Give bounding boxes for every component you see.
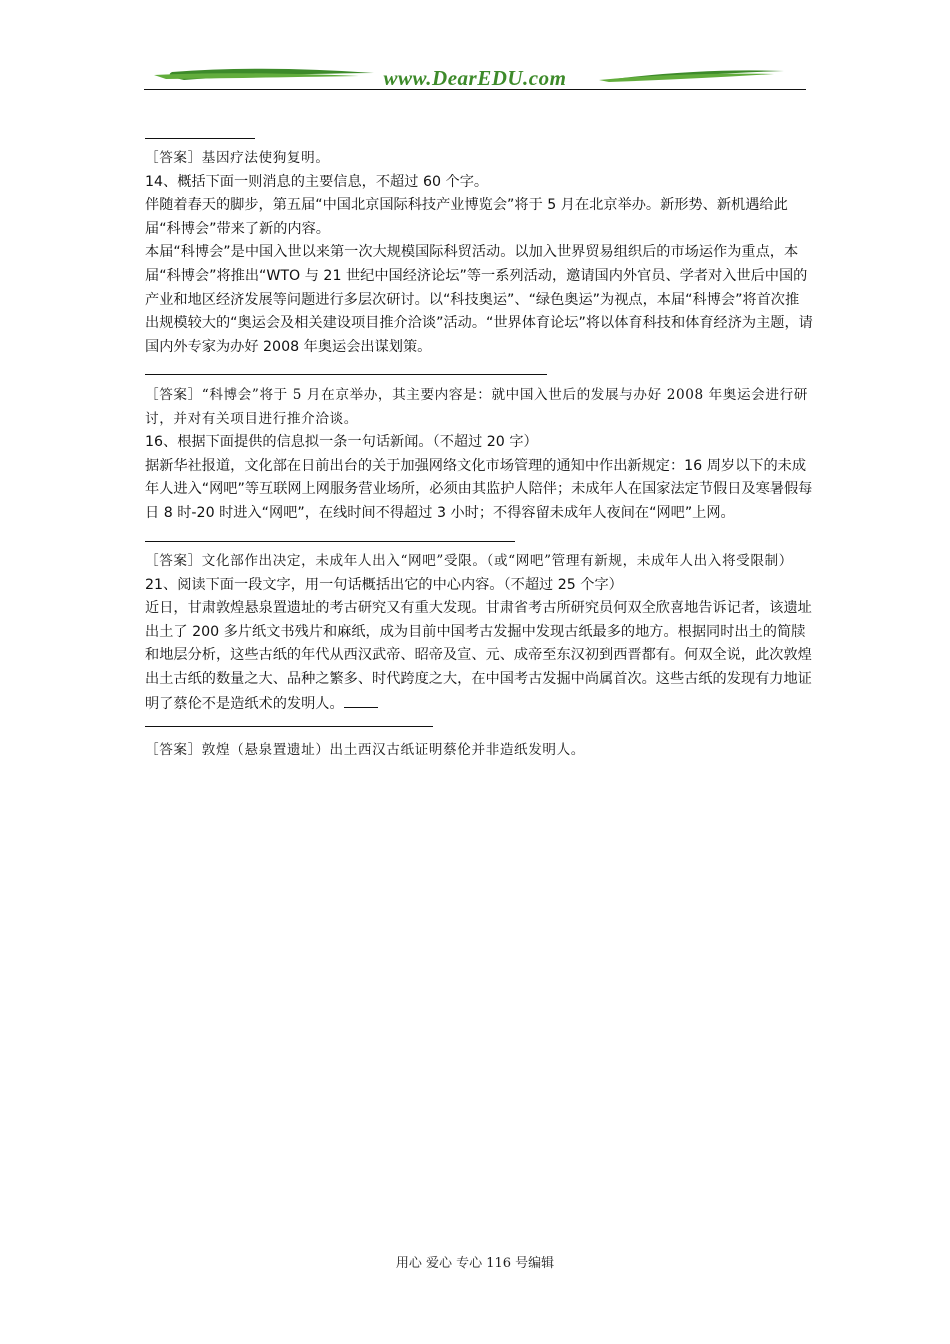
answer-blank-line [145, 138, 255, 139]
question-14-passage-2 [145, 241, 813, 384]
answer-14: ［答案］“科博会”将于 5 月在京举办，其主要内容是：就中国入世后的发展与办好 2008 年奥运会进行研讨，并对有关项目进行推介洽谈。 [145, 386, 808, 427]
answer-blank-16[interactable] [145, 526, 515, 542]
answer-blank-14[interactable] [145, 359, 547, 375]
question-21-passage-text: 近日，甘肃敦煌悬泉置遗址的考古研究又有重大发现。甘肃省考古所研究员何双全欣喜地告诉记者，该遗址出土了 200 多片纸文书残片和麻纸，成为目前中国考古发掘中发现古纸最多的地方。根据同时出土的简牍和地层分析，这些古纸的年代从西汉武帝、昭帝及宣、元、成帝至东汉初到西晋都有。何双全说，此次敦煌出土古纸的数量之大、品种之繁多、时代跨度之大，在中国考古发掘中尚属首次。这些古纸的发现有力地证明了蔡伦不是造纸术的发明人。 [145, 600, 812, 712]
question-14: 14、概括下面一则消息的主要信息，不超过 60 个字。 [145, 173, 489, 190]
question-16-passage-text: 据新华社报道，文化部在日前出台的关于加强网络文化市场管理的通知中作出新规定：16 周岁以下的未成年人进入“网吧”等互联网上网服务营业场所，必须由其监护人陪伴；未成年人在国家法定节假日及寒暑假每日 8 时-20 时进入“网吧”，在线时间不得超过 3 小时；不得容留未成年人夜间在“网吧”上网。 [145, 457, 813, 521]
question-16: 16、根据下面提供的信息拟一条一句话新闻。（不超过 20 字） [145, 434, 538, 451]
answer-blank-21[interactable] [344, 692, 378, 708]
page-footer: 用心 爱心 专心 116 号编辑 [395, 1256, 555, 1271]
document-body [145, 138, 813, 763]
header-site-url[interactable]: www.DearEDU.com [383, 66, 567, 90]
question-14-passage-2-text: 本届“科博会”是中国入世以来第一次大规模国际科贸活动。以加入世界贸易组织后的市场运作为重点，本届“科博会”将推出“WTO 与 21 世纪中国经济论坛”等一系列活动，邀请国内外官员、学者对入世后中国的产业和地区经济发展等问题进行多层次研讨。以“科技奥运”、“绿色奥运”为视点，本届“科博会”将首次推出规模较大的“奥运会及相关建设项目推介洽谈”活动。“世界体育论坛”将以体育科技和体育经济为主题，请国内外专家为办好 2008 年奥运会出谋划策。 [145, 244, 813, 355]
question-14-passage-1: 伴随着春天的脚步，第五届“中国北京国际科技产业博览会”将于 5 月在北京举办。新形势、新机遇给此届“科博会”带来了新的内容。 [145, 197, 788, 237]
question-21: 21、阅读下面一段文字，用一句话概括出它的中心内容。（不超过 25 个字） [145, 576, 623, 593]
header-divider [144, 89, 806, 90]
question-16-passage [145, 455, 813, 550]
answer-blank-21-continued[interactable] [145, 726, 433, 727]
answer-previous: ［答案］基因疗法使狗复明。 [145, 150, 330, 166]
answer-21: ［答案］敦煌（悬泉置遗址）出土西汉古纸证明蔡伦并非造纸发明人。 [145, 742, 586, 759]
answer-16: ［答案］文化部作出决定，未成年人出入“网吧”受限。（或“网吧”管理有新规，未成年人出入将受限制） [145, 553, 793, 570]
question-21-passage [145, 597, 813, 716]
